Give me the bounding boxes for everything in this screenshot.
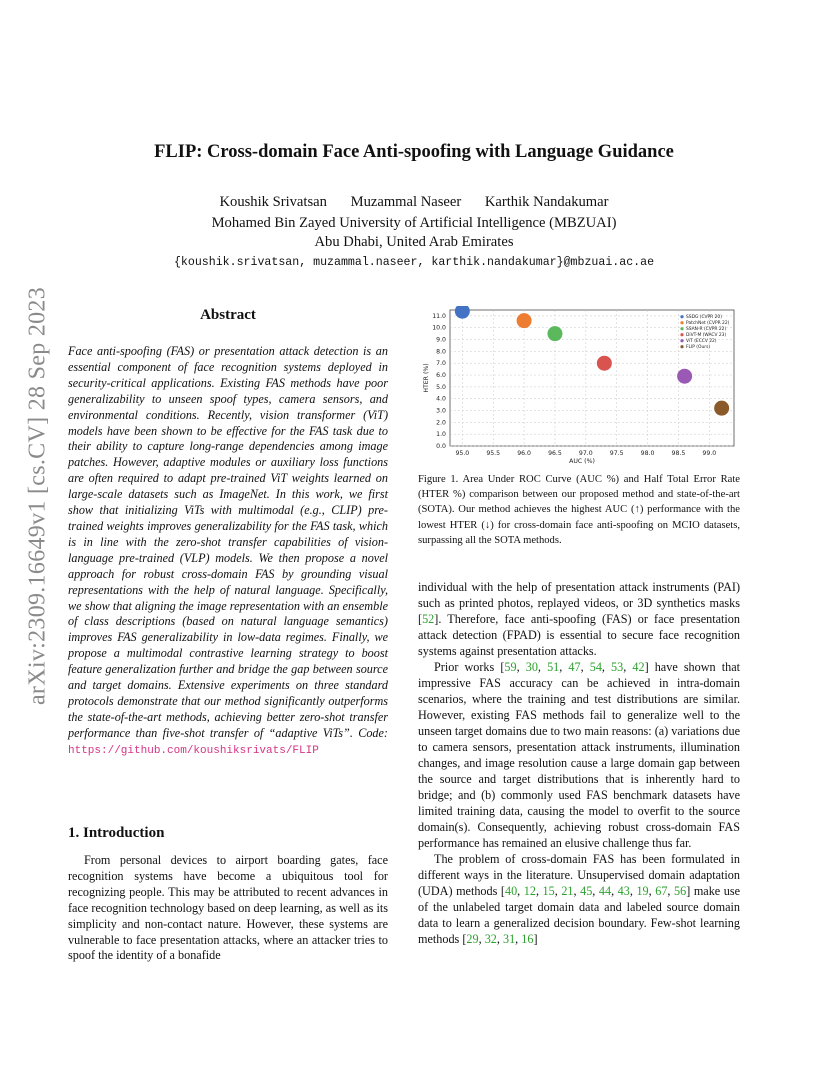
- x-tick-label: 98.0: [640, 450, 655, 457]
- right-column-body: [418, 579, 740, 947]
- citation-link[interactable]: 43: [617, 884, 630, 898]
- abstract-body: [68, 344, 388, 760]
- data-point: [677, 369, 692, 384]
- citation-link[interactable]: 29: [466, 932, 479, 946]
- x-tick-label: 97.5: [609, 450, 624, 457]
- y-axis-label: HTER (%): [423, 363, 430, 393]
- x-tick-label: 95.5: [486, 450, 501, 457]
- legend-label: SSDG (CVPR 20): [686, 315, 722, 320]
- data-point: [597, 356, 612, 371]
- abstract-heading: Abstract: [200, 307, 256, 323]
- citation-link[interactable]: 52: [422, 612, 435, 626]
- citation-link[interactable]: 44: [598, 884, 612, 898]
- y-tick-label: 1.0: [436, 431, 446, 439]
- author-emails: {koushik.srivatsan, muzammal.naseer, karthik.nandakumar}@mbzuai.ac.ae: [173, 256, 655, 269]
- data-point: [517, 313, 532, 328]
- author-name: Koushik Srivatsan: [219, 194, 327, 210]
- y-tick-label: 0.0: [436, 443, 446, 450]
- citation-link[interactable]: 47: [568, 660, 581, 674]
- y-tick-label: 5.0: [436, 383, 446, 391]
- legend-marker: [680, 321, 683, 324]
- legend-label: DiVT-M (WACV 23): [686, 333, 727, 338]
- figure-caption: Figure 1. Area Under ROC Curve (AUC %) and Half Total Error Rate (HTER %) comparison between our proposed method and state-of-the-art (SOTA). Our method achieves the highest AUC (↑) performance with the lowest HTER (↓) for cross-domain face anti-spoofing on MCIO datasets, surpassing all the SOTA methods.: [418, 474, 740, 546]
- citation-link[interactable]: 40: [504, 884, 518, 898]
- intro-body: [68, 853, 388, 964]
- legend-marker: [680, 327, 683, 330]
- auc-hter-scatter-chart: [416, 306, 744, 466]
- abstract-text: Face anti-spoofing (FAS) or presentation attack detection is an essential component of face recognition systems deployed in security-critical applications. Existing FAS methods have poor generalizability to unseen spoof types, camera sensors, and environmental conditions. Recently, vision transformer (ViT) models have been shown to be effective for the FAS task due to their ability to capture long-range dependencies among image patches. However, adaptive modules or auxiliary loss functions are often required to adapt pre-trained ViT weights learned on large-scale datasets such as ImageNet. In this work, we first show that initializing ViTs with multimodal (e.g., CLIP) pre-trained weights improves generalizability for the FAS task, which is in line with the zero-shot transfer capabilities of vision-language pre-trained (VLP) models. We then propose a novel approach for robust cross-domain FAS by grounding visual representations with the help of natural language. Specifically, we show that aligning the image representation with an ensemble of class descriptions (based on natural language semantics) improves FAS generalizability in low-data regimes. Finally, we propose a multimodal contrastive learning strategy to boost feature generalization further and bridge the gap between source and target domains. Extensive experiments on three standard protocols demonstrate that our method significantly outperforms the state-of-the-art methods, achieving better zero-shot transfer performance than five-shot transfer of “adaptive ViTs”. Code:: [68, 344, 388, 740]
- y-tick-label: 10.0: [432, 324, 446, 332]
- citation-link[interactable]: 15: [542, 884, 555, 898]
- y-tick-label: 4.0: [436, 395, 446, 403]
- author-list: [0, 194, 828, 211]
- y-tick-label: 6.0: [436, 372, 446, 380]
- y-tick-label: 2.0: [436, 419, 446, 427]
- section-heading-introduction: 1. Introduction: [68, 825, 165, 841]
- y-tick-label: 3.0: [436, 407, 446, 415]
- legend-label: PatchNet (CVPR 22): [686, 321, 730, 326]
- location: Abu Dhabi, United Arab Emirates: [314, 234, 514, 250]
- citation-link[interactable]: 16: [521, 932, 534, 946]
- citation-link[interactable]: 54: [589, 660, 602, 674]
- body-paragraph: individual with the help of presentation attack instruments (PAI) such as printed photos, replayed videos, or 3D synthetics masks [52]. Therefore, face anti-spoofing (FAS) or face presentation attack detection (FPAD) is essential to secure face recognition systems against presentation attacks.: [418, 580, 740, 658]
- y-tick-label: 9.0: [436, 336, 446, 344]
- figure-1: [416, 306, 744, 466]
- x-tick-label: 99.0: [702, 450, 717, 457]
- citation-link[interactable]: 56: [674, 884, 687, 898]
- paper-title: FLIP: Cross-domain Face Anti-spoofing with Language Guidance: [154, 142, 674, 162]
- legend-marker: [680, 339, 683, 342]
- legend-label: ViT (ECCV 22): [686, 339, 717, 344]
- y-tick-label: 7.0: [436, 360, 446, 368]
- citation-link[interactable]: 42: [632, 660, 645, 674]
- legend-marker: [680, 345, 683, 348]
- x-tick-label: 98.5: [671, 450, 686, 457]
- y-tick-label: 11.0: [432, 312, 446, 320]
- arxiv-identifier[interactable]: arXiv:2309.16649v1 [cs.CV] 28 Sep 2023: [24, 286, 51, 706]
- citation-link[interactable]: 51: [547, 660, 560, 674]
- citation-link[interactable]: 30: [525, 660, 538, 674]
- citation-link[interactable]: 21: [561, 884, 574, 898]
- x-tick-label: 96.0: [517, 450, 531, 457]
- citation-link[interactable]: 19: [636, 884, 649, 898]
- author-name: Karthik Nandakumar: [484, 194, 609, 210]
- citation-link[interactable]: 12: [523, 884, 536, 898]
- code-link[interactable]: https://github.com/koushiksrivats/FLIP: [68, 744, 319, 757]
- affiliation: Mohamed Bin Zayed University of Artificial Intelligence (MBZUAI): [211, 215, 617, 231]
- citation-link[interactable]: 32: [484, 932, 497, 946]
- arxiv-sidebar: [18, 286, 58, 706]
- x-axis-label: AUC (%): [569, 458, 595, 465]
- legend-marker: [680, 333, 683, 336]
- x-tick-label: 95.0: [455, 450, 470, 457]
- intro-paragraph: From personal devices to airport boarding gates, face recognition systems have become a ubiquitous tool for recognizing people. This may be attributed to recent advances in face recognition technology based on deep learning, as well as its simplicity and non-contact nature. However, these systems are vulnerable to face presentation attacks, where an attacker tries to spoof the identity of a bonafide: [68, 853, 388, 963]
- legend-marker: [680, 315, 683, 318]
- citation-link[interactable]: 59: [504, 660, 517, 674]
- citation-link[interactable]: 67: [655, 884, 668, 898]
- author-name: Muzammal Naseer: [350, 194, 462, 210]
- data-point: [714, 401, 729, 416]
- y-tick-label: 8.0: [436, 348, 446, 356]
- x-tick-label: 96.5: [548, 450, 562, 457]
- citation-link[interactable]: 31: [502, 932, 516, 946]
- citation-link[interactable]: 45: [580, 884, 593, 898]
- data-point: [547, 326, 562, 341]
- legend-label: SSAN-R (CVPR 22): [686, 327, 727, 332]
- citation-link[interactable]: 53: [611, 660, 624, 674]
- body-paragraph: The problem of cross-domain FAS has been formulated in different ways in the literature. Unsupervised domain adaptation (UDA) methods [40, 12, 15, 21, 45, 44, 43, 19, 67, 56] make use of the unlabeled target domain data and labeled source domain data to learn a generalized decision boundary. Few-shot learning methods [29, 32, 31, 16]: [418, 852, 740, 946]
- x-tick-label: 97.0: [578, 450, 593, 457]
- body-paragraph: Prior works [59, 30, 51, 47, 54, 53, 42] have shown that impressive FAS accuracy can be achieved in intra-domain scenarios, where the training and test distributions are similar. However, existing FAS methods fail to generalize well to the unseen target domains due to two main reasons: (a) variations due to camera sensors, presentation attack instruments, illumination changes, and image resolution cause a large domain gap between the source and target distributions that is inherently hard to bridge; and (b) commonly used FAS benchmark datasets have limited training data, causing the model to overfit to the source domain(s). Consequently, achieving robust cross-domain FAS performance has remained an elusive challenge thus far.: [418, 660, 741, 850]
- legend-label: FLIP (Ours): [686, 345, 711, 350]
